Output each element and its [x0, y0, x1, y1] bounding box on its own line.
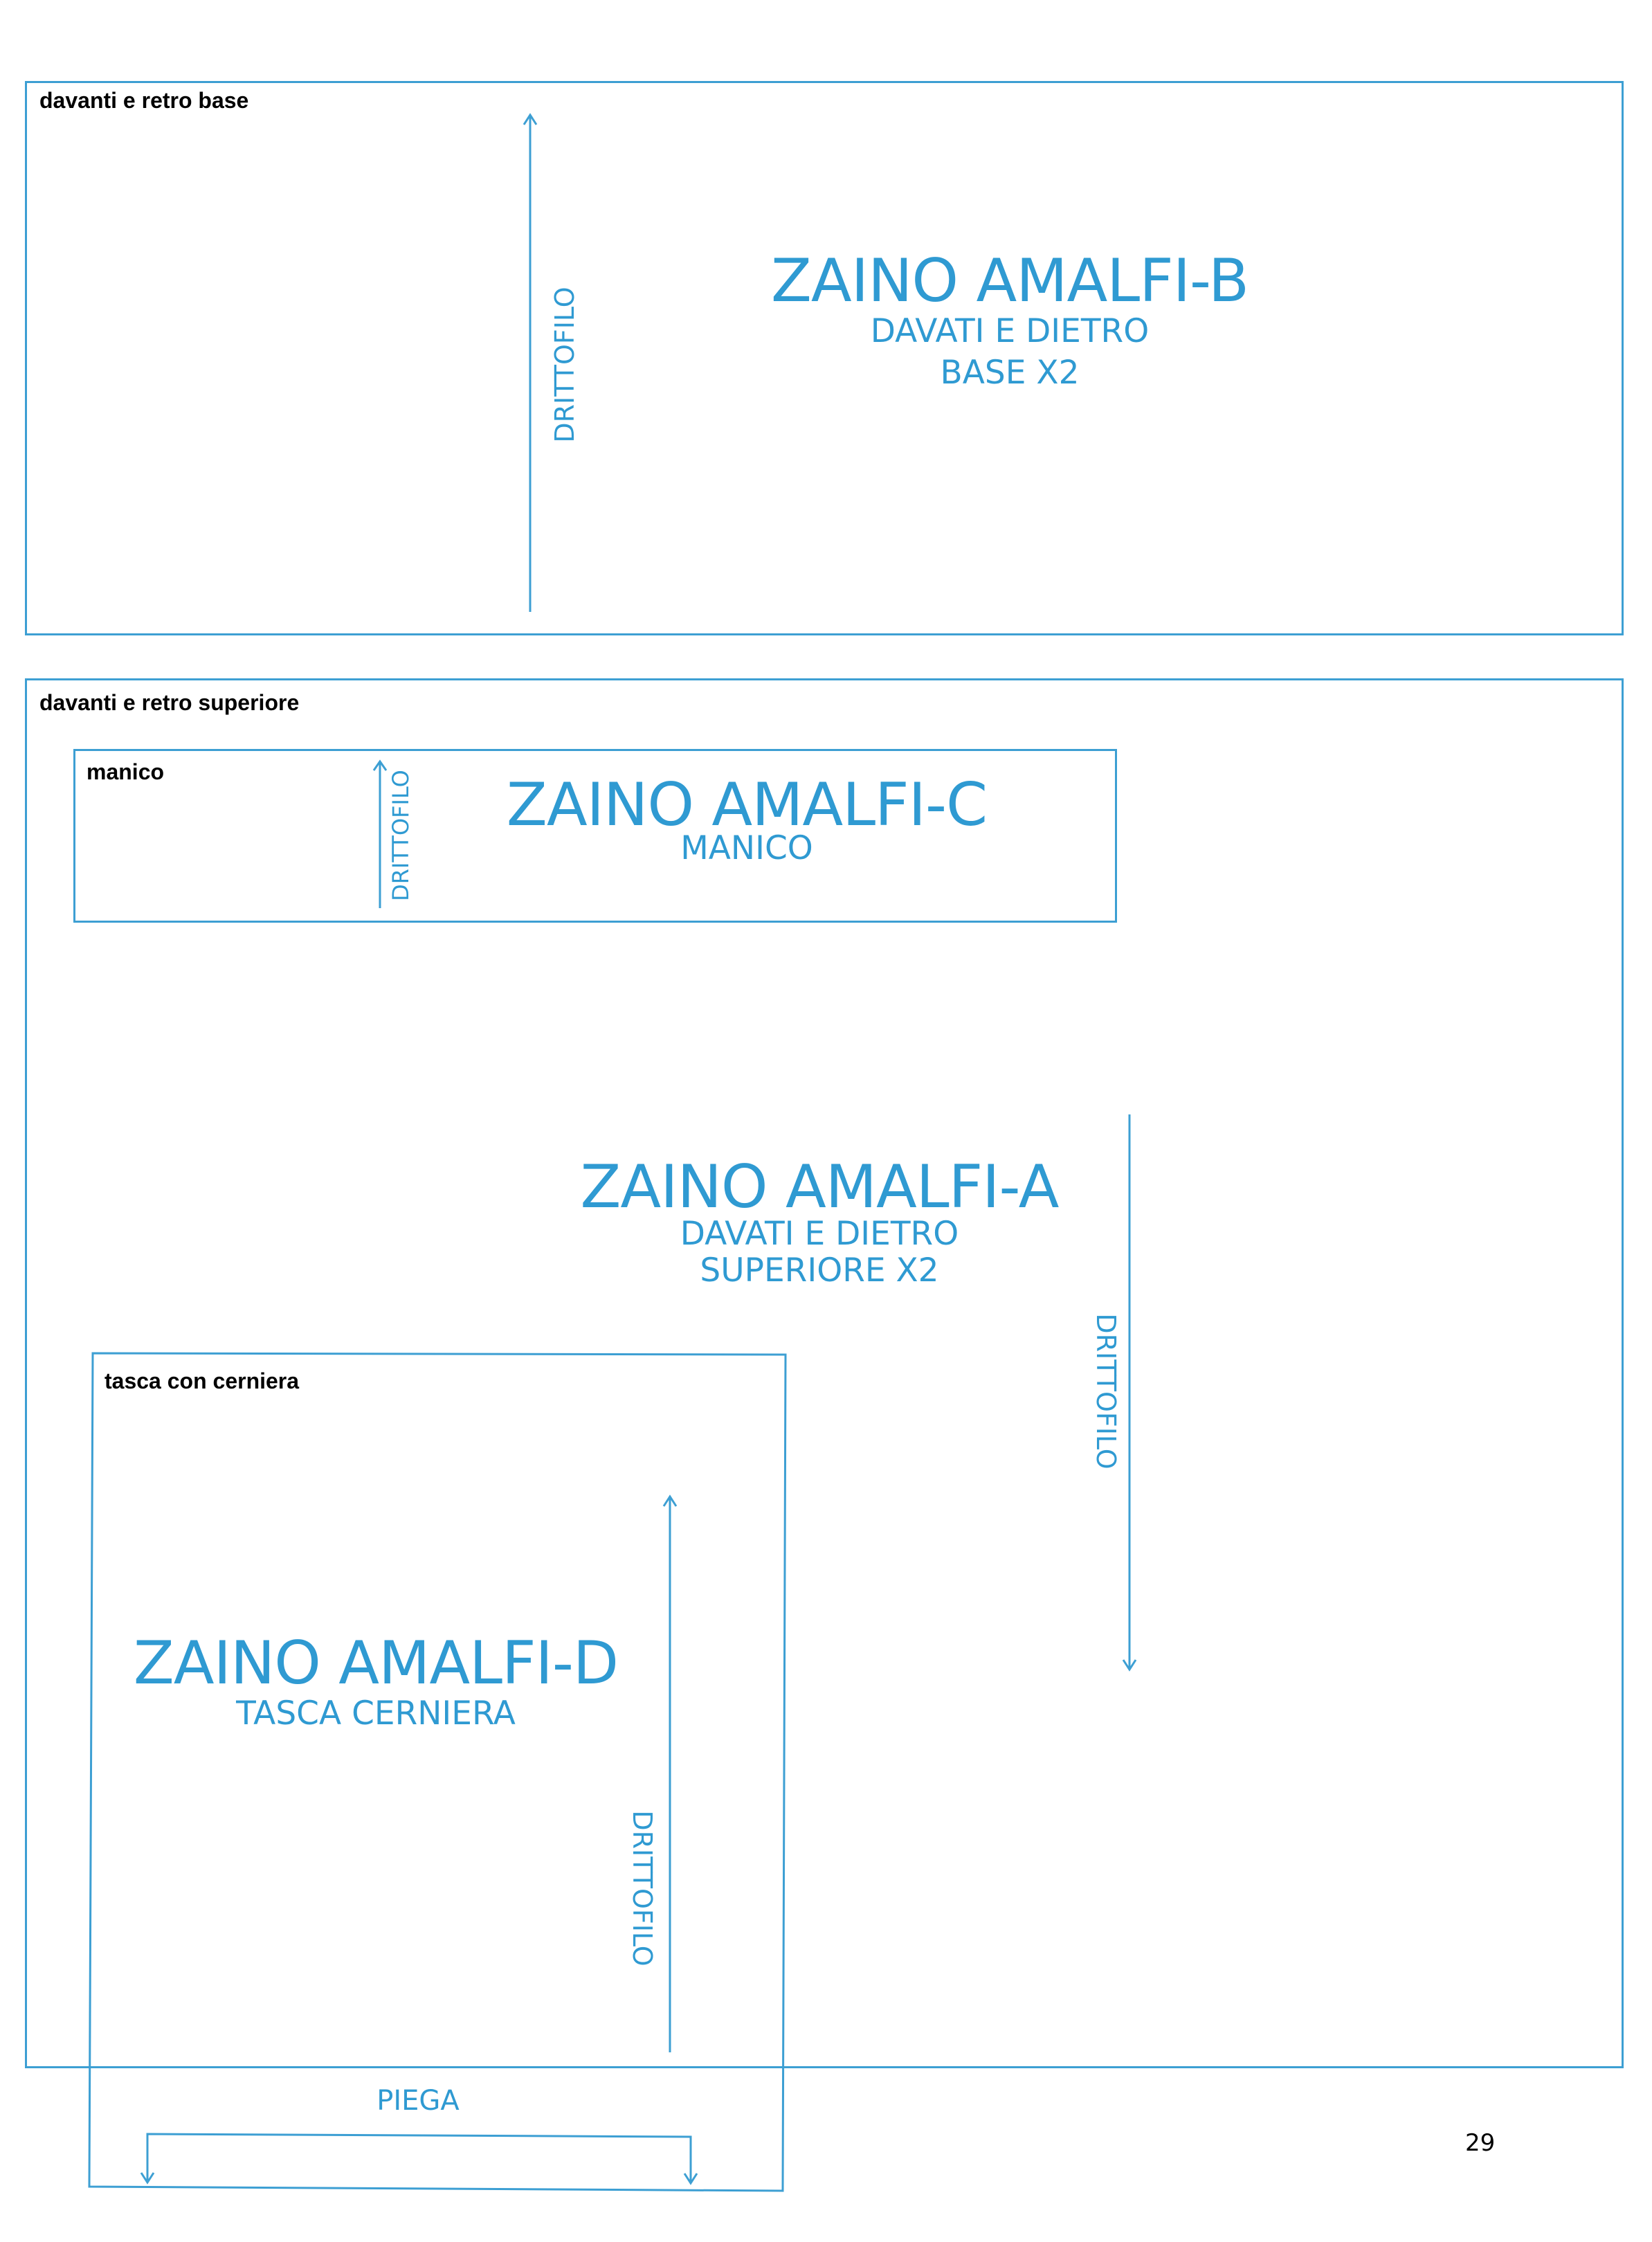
piece-c-subtitle: MANICO: [680, 829, 813, 867]
piece-d-fold-label: PIEGA: [376, 2085, 460, 2117]
piece-d-subtitle: TASCA CERNIERA: [236, 1694, 516, 1733]
piece-c-label: manico: [87, 759, 165, 784]
page-number: 29: [1465, 2129, 1496, 2157]
piece-a-subtitle-2: SUPERIORE X2: [700, 1251, 939, 1290]
piece-d-grain-label: DRITTOFILO: [627, 1810, 657, 1967]
piece-a-subtitle-1: DAVATI E DIETRO: [680, 1215, 959, 1253]
piece-b-title: ZAINO AMALFI-B: [770, 246, 1249, 316]
piece-b-grain-label: DRITTOFILO: [550, 287, 580, 443]
piece-c-grain-label: DRITTOFILO: [388, 770, 414, 901]
piece-c-title: ZAINO AMALFI-C: [506, 770, 988, 840]
piece-b-subtitle-1: DAVATI E DIETRO: [870, 312, 1150, 350]
piece-d-fold-bracket: [147, 2134, 691, 2182]
piece-a-title: ZAINO AMALFI-A: [580, 1152, 1059, 1222]
piece-a-label: davanti e retro superiore: [39, 690, 300, 715]
piece-b-label: davanti e retro base: [39, 88, 249, 113]
piece-b-subtitle-2: BASE X2: [940, 354, 1080, 392]
piece-d-outline: [89, 1353, 786, 2191]
piece-d-title: ZAINO AMALFI-D: [133, 1629, 619, 1698]
piece-d-label: tasca con cerniera: [105, 1368, 300, 1393]
piece-a-grain-label: DRITTOFILO: [1091, 1313, 1121, 1470]
